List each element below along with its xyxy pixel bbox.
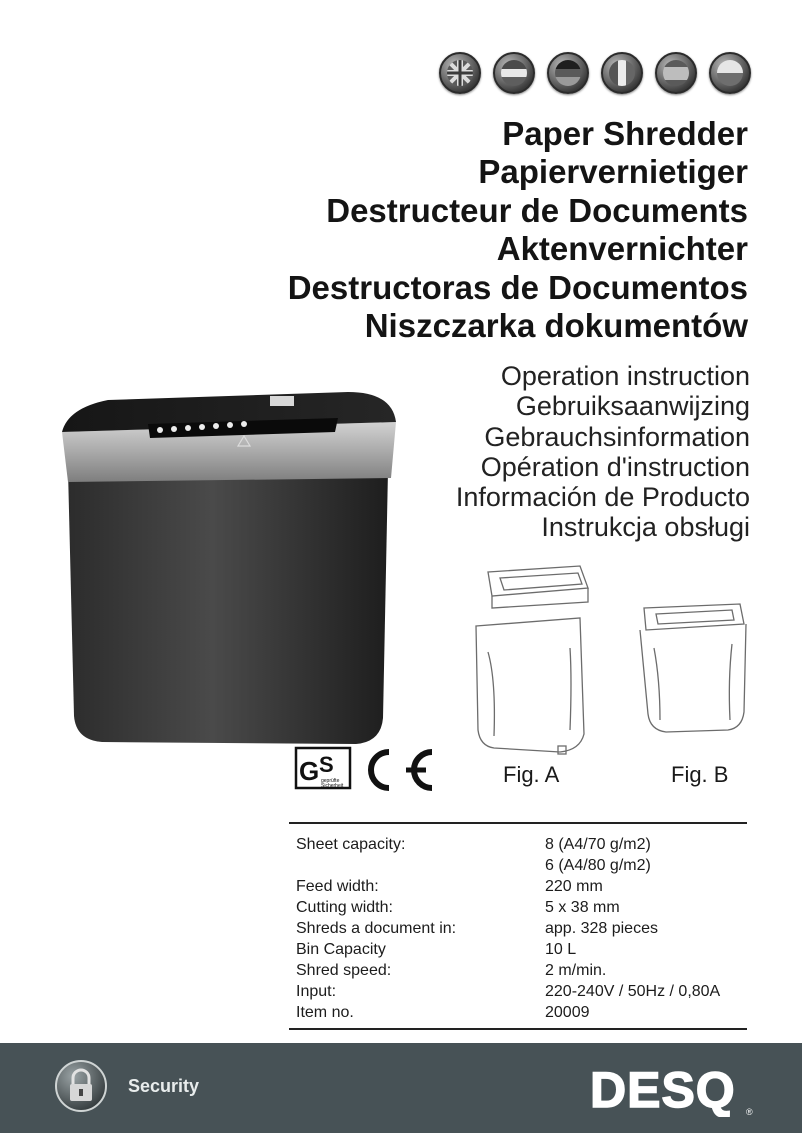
- instruction-subtitles: [456, 361, 750, 543]
- spec-row: [289, 918, 747, 939]
- subtitle-de: Gebrauchsinformation: [484, 421, 750, 452]
- subtitle-nl: Gebruiksaanwijzing: [515, 391, 750, 422]
- spec-value: 8 (A4/70 g/m2): [545, 836, 651, 853]
- svg-text:G: G: [299, 756, 320, 786]
- fig-b-label: Fig. B: [671, 762, 729, 787]
- es-flag-icon: [655, 52, 697, 94]
- gs-ce-logos-icon: [294, 742, 434, 792]
- title-de: Aktenvernichter: [496, 230, 748, 268]
- spec-label: Input:: [296, 983, 337, 1000]
- de-flag-icon: [547, 52, 589, 94]
- spec-label: Item no.: [296, 1004, 354, 1021]
- security-label: Security: [128, 1076, 200, 1096]
- spec-label: Cutting width:: [296, 899, 393, 916]
- subtitle-pl: Instrukcja obsługi: [541, 512, 750, 543]
- spec-label: Sheet capacity:: [296, 836, 406, 853]
- spec-value: 2 m/min.: [545, 962, 607, 979]
- desq-logo: [590, 1061, 756, 1117]
- spec-label: [289, 855, 545, 876]
- spec-row: [289, 960, 747, 981]
- spec-value: app. 328 pieces: [545, 920, 658, 937]
- figures-illustration: [460, 560, 760, 760]
- subtitle-en: Operation instruction: [500, 361, 750, 391]
- spec-row: [289, 981, 747, 1002]
- spec-label: Shreds a document in:: [296, 920, 457, 937]
- svg-text:S: S: [319, 752, 334, 777]
- spec-value: 220 mm: [545, 878, 603, 895]
- spec-row: [289, 876, 747, 897]
- spec-value: 6 (A4/80 g/m2): [545, 857, 651, 874]
- title-nl: Papiervernietiger: [478, 153, 748, 191]
- spec-row: [289, 834, 747, 855]
- lock-icon: [54, 1059, 108, 1113]
- pl-flag-icon: [709, 52, 751, 94]
- fr-flag-icon: [601, 52, 643, 94]
- svg-text:geprüfte: geprüfte: [321, 778, 340, 784]
- spec-value: 5 x 38 mm: [545, 899, 620, 916]
- language-flags: [439, 52, 751, 94]
- spec-label: Shred speed:: [296, 962, 392, 979]
- subtitle-es: Información de Producto: [455, 482, 750, 513]
- fig-a-label: Fig. A: [503, 762, 560, 787]
- svg-text:Sicherheit: Sicherheit: [321, 783, 344, 789]
- product-titles: [288, 115, 748, 345]
- spec-value: 220-240V / 50Hz / 0,80A: [545, 983, 721, 1000]
- spec-label: Feed width:: [296, 878, 379, 895]
- spec-table: [289, 822, 747, 1030]
- brand-name: DESQ: [590, 1062, 736, 1117]
- title-fr: Destructeur de Documents: [326, 191, 748, 229]
- shredder-product-image: [48, 350, 408, 750]
- spec-row: [289, 897, 747, 918]
- title-es: Destructoras de Documentos: [287, 268, 748, 306]
- subtitle-fr: Opération d'instruction: [480, 451, 750, 482]
- title-pl: Niszczarka dokumentów: [364, 307, 748, 345]
- spec-label: Bin Capacity: [296, 941, 386, 958]
- title-en: Paper Shredder: [502, 115, 748, 152]
- spec-value: 20009: [545, 1004, 590, 1021]
- certification-marks: [294, 742, 434, 797]
- spec-row: [289, 1002, 747, 1023]
- spec-row: [289, 939, 747, 960]
- spec-value: 10 L: [545, 941, 577, 958]
- spec-row: [289, 855, 747, 876]
- uk-flag-icon: [439, 52, 481, 94]
- footer-bar: [0, 1043, 802, 1133]
- brand-registered-mark: ®: [746, 1107, 753, 1117]
- nl-flag-icon: [493, 52, 535, 94]
